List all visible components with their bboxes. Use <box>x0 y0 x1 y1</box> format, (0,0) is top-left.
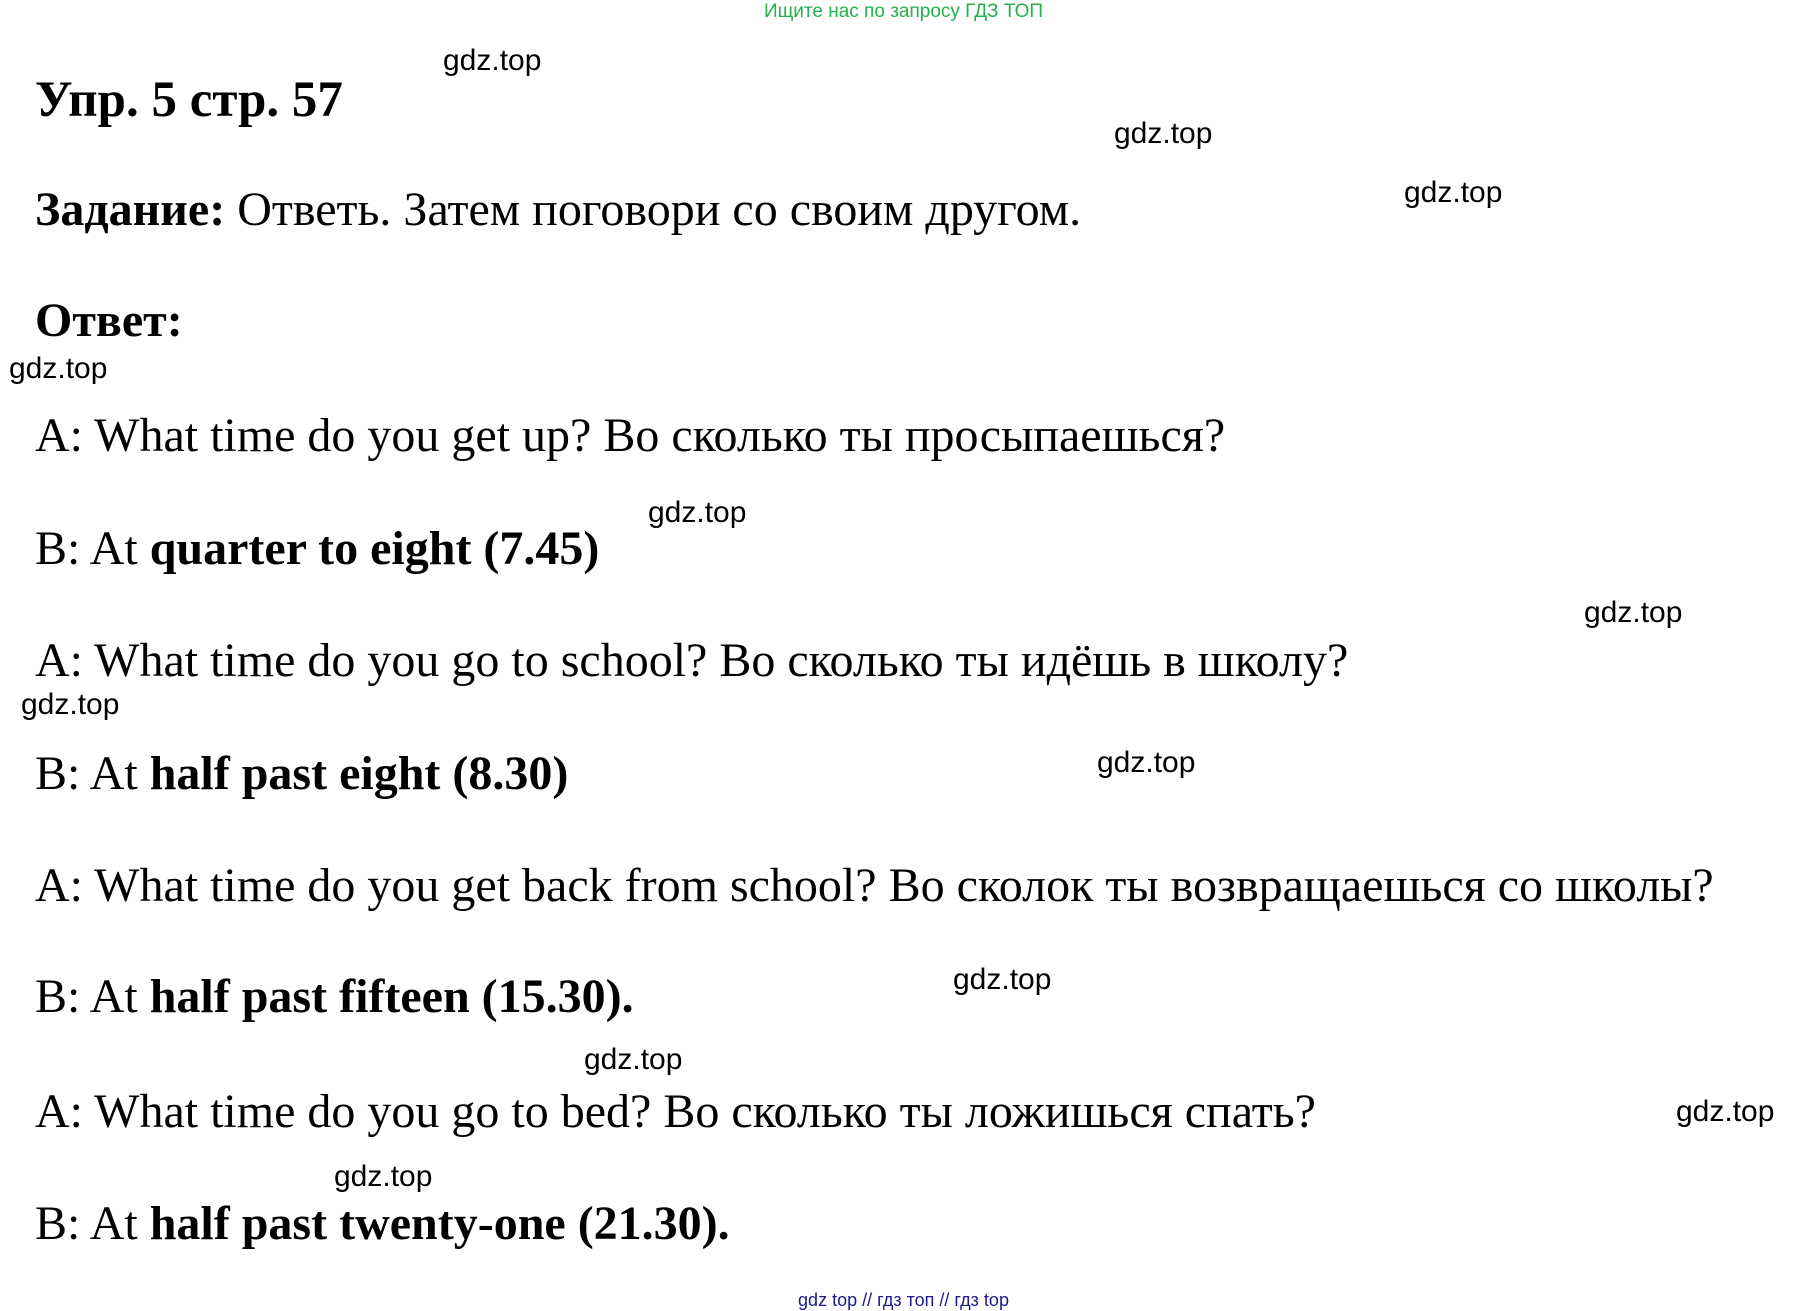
dialogue-line-text: B: At <box>35 747 150 800</box>
watermark: gdz.top <box>1114 117 1213 150</box>
watermark: gdz.top <box>1584 596 1683 629</box>
dialogue-line <box>35 1083 1316 1141</box>
dialogue-line <box>35 1195 730 1253</box>
watermark: gdz.top <box>1097 746 1196 779</box>
dialogue-line <box>35 632 1348 690</box>
dialogue-line <box>35 968 634 1026</box>
watermark: gdz.top <box>21 688 120 721</box>
dialogue-line <box>35 745 568 803</box>
footer-links[interactable]: gdz top // гдз топ // гдз top <box>798 1290 1009 1310</box>
dialogue-line-answer: half past eight (8.30) <box>149 747 569 800</box>
answer-label: Ответ: <box>35 294 183 347</box>
dialogue-line-answer: half past twenty-one (21.30). <box>149 1197 730 1250</box>
dialogue-line-text: A: What time do you get up? Во сколько ты просыпаешься? <box>35 409 1226 462</box>
watermark: gdz.top <box>334 1160 433 1193</box>
dialogue-line-text: A: What time do you go to school? Во сколько ты идёшь в школу? <box>35 634 1349 687</box>
dialogue-line-text: B: At <box>35 1197 150 1250</box>
page-title: Упр. 5 стр. 57 <box>35 72 343 128</box>
watermark: gdz.top <box>9 352 108 385</box>
dialogue-line <box>35 407 1225 465</box>
dialogue-line-text: B: At <box>35 522 150 575</box>
dialogue-line-answer: quarter to eight (7.45) <box>149 522 600 575</box>
watermark: gdz.top <box>1404 176 1503 209</box>
watermark: gdz.top <box>443 44 542 77</box>
watermark: gdz.top <box>1676 1095 1775 1128</box>
dialogue-line-text: A: What time do you go to bed? Во сколько ты ложишься спать? <box>35 1085 1316 1138</box>
watermark: gdz.top <box>953 963 1052 996</box>
task-label: Задание: <box>35 183 226 236</box>
task-text: Ответь. Затем поговори со своим другом. <box>225 183 1082 236</box>
task-statement <box>35 181 1081 239</box>
dialogue-line-text: B: At <box>35 970 150 1023</box>
top-banner[interactable]: Ищите нас по запросу ГДЗ ТОП <box>763 1 1044 22</box>
dialogue-line-answer: half past fifteen (15.30). <box>149 970 634 1023</box>
dialogue-line <box>35 857 1714 915</box>
watermark: gdz.top <box>584 1043 683 1076</box>
dialogue-line-text: A: What time do you get back from school? Во сколок ты возвращаешься со школы? <box>35 859 1714 912</box>
watermark: gdz.top <box>648 496 747 529</box>
dialogue-line <box>35 520 599 578</box>
